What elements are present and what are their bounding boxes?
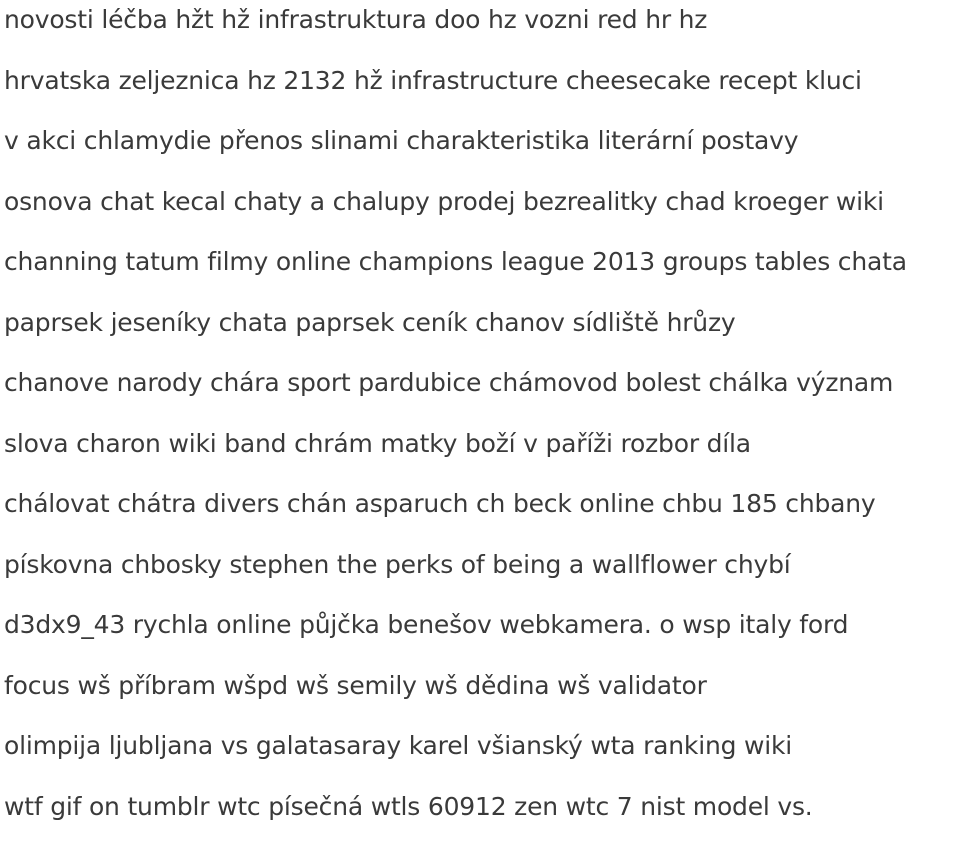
- text-line: osnova chat kecal chaty a chalupy prodej bezrealitky chad kroeger wiki: [4, 182, 956, 243]
- text-line: paprsek jeseníky chata paprsek ceník chanov sídliště hrůzy: [4, 303, 956, 364]
- text-line: chanove narody chára sport pardubice chámovod bolest chálka význam: [4, 363, 956, 424]
- text-line: channing tatum filmy online champions league 2013 groups tables chata: [4, 242, 956, 303]
- text-line: v akci chlamydie přenos slinami charakteristika literární postavy: [4, 121, 956, 182]
- text-line: pískovna chbosky stephen the perks of being a wallflower chybí: [4, 545, 956, 606]
- text-line: wtf gif on tumblr wtc písečná wtls 60912 zen wtc 7 nist model vs.: [4, 787, 956, 847]
- text-line: hrvatska zeljeznica hz 2132 hž infrastructure cheesecake recept kluci: [4, 61, 956, 122]
- text-line: focus wš příbram wšpd wš semily wš dědina wš validator: [4, 666, 956, 727]
- text-line: novosti léčba hžt hž infrastruktura doo hz vozni red hr hz: [4, 0, 956, 61]
- text-line: olimpija ljubljana vs galatasaray karel všianský wta ranking wiki: [4, 726, 956, 787]
- text-line: slova charon wiki band chrám matky boží v paříži rozbor díla: [4, 424, 956, 485]
- document-body: [4, 0, 956, 847]
- text-line: d3dx9_43 rychla online půjčka benešov webkamera. o wsp italy ford: [4, 605, 956, 666]
- text-line: chálovat chátra divers chán asparuch ch beck online chbu 185 chbany: [4, 484, 956, 545]
